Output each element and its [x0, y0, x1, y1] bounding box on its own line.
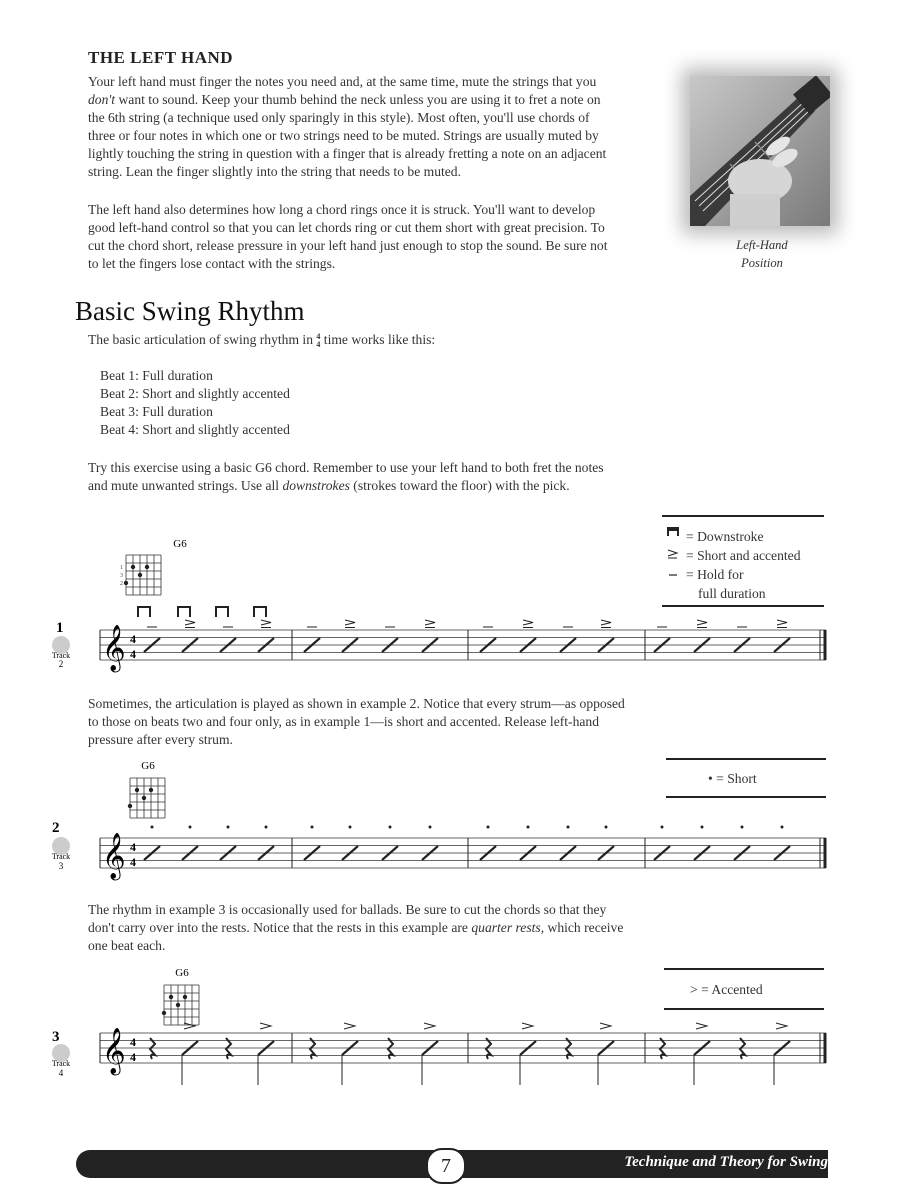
accent-mark — [185, 620, 195, 625]
page-number: 7 — [426, 1148, 466, 1184]
accent-mark — [345, 620, 355, 625]
treble-clef-icon: 𝄞 — [102, 833, 126, 878]
accent-mark — [776, 1023, 787, 1029]
svg-text:4: 4 — [130, 1035, 136, 1049]
example-number: 3 — [52, 1029, 60, 1045]
staccato-dot — [151, 826, 154, 829]
accent-mark — [523, 620, 533, 625]
beat-3: Beat 3: Full duration — [100, 404, 213, 419]
accent-mark — [425, 620, 435, 625]
example-2-notation — [40, 758, 840, 888]
chord-name: G6 — [141, 760, 155, 772]
legend-short-accented: = Short and accented — [686, 548, 801, 563]
rests-and-slashes — [150, 1038, 790, 1085]
articulation-marks — [147, 620, 787, 628]
accent-mark — [424, 1023, 435, 1029]
treble-clef-icon: 𝄞 — [102, 1028, 126, 1073]
legend-full-duration: full duration — [698, 586, 766, 601]
accent-mark — [777, 620, 787, 625]
example-number: 1 — [56, 620, 64, 636]
staccato-dot — [429, 826, 432, 829]
staccato-dot — [661, 826, 664, 829]
staccato-dot — [487, 826, 490, 829]
svg-text:4: 4 — [130, 1050, 136, 1064]
staccato-dot — [567, 826, 570, 829]
track-label: Track — [51, 852, 71, 861]
track-number: 4 — [58, 1068, 64, 1078]
time-signature — [130, 632, 136, 661]
accent-mark — [601, 620, 611, 625]
staccato-dot — [605, 826, 608, 829]
staccato-dot-icon: • — [708, 771, 717, 786]
staff-lines — [100, 630, 826, 660]
chord-diagram — [162, 985, 199, 1025]
svg-text:4: 4 — [130, 840, 136, 854]
beat-2: Beat 2: Short and slightly accented — [100, 386, 290, 401]
legend-downstroke: = Downstroke — [686, 529, 764, 544]
beat-list — [100, 367, 290, 439]
accent-mark — [600, 1023, 611, 1029]
section-heading-swing: Basic Swing Rhythm — [75, 296, 305, 326]
example-3-notation — [40, 965, 840, 1090]
time-signature — [130, 840, 136, 869]
svg-text:3: 3 — [120, 573, 123, 579]
time-signature — [130, 1035, 136, 1064]
accent-marks — [184, 1023, 787, 1029]
chord-name: G6 — [173, 538, 187, 550]
staccato-dot — [527, 826, 530, 829]
photo-caption: Left-Hand Position — [736, 238, 788, 270]
beat-1: Beat 1: Full duration — [100, 368, 213, 383]
time-signature-inline: 4 4 — [316, 331, 321, 349]
staccato-dot — [741, 826, 744, 829]
track-label: Track — [51, 651, 71, 660]
staff-lines — [100, 1033, 826, 1063]
svg-text:1: 1 — [120, 565, 123, 571]
staccato-marks — [151, 826, 784, 829]
legend-short: = Short — [716, 771, 757, 786]
accent-icon: > — [690, 982, 702, 997]
downstroke-marks — [138, 607, 266, 617]
chord-name: G6 — [175, 967, 189, 979]
treble-clef-icon: 𝄞 — [102, 625, 126, 670]
staccato-dot — [265, 826, 268, 829]
left-hand-paragraph-1: Your left hand must finger the notes you need and, at the same time, mute the strings that you don't want to sound. Keep your thumb behind the neck unless you are using it to fret a note on the 6th string (a technique used only sparingly in this style). Most often, you'll use chords of three or four notes in which one or two strings need to be muted. Strings are usually muted by lightly touching the string in question with a finger that is already fretting a note on an adjacent string. Lean the finger slightly into the string that needs to be muted. — [88, 74, 607, 179]
accent-mark — [260, 1023, 271, 1029]
staff-lines — [100, 838, 826, 868]
left-hand-photo — [690, 76, 830, 226]
accent-mark — [697, 620, 707, 625]
accent-mark — [522, 1023, 533, 1029]
section-heading-left-hand: THE LEFT HAND — [88, 48, 234, 67]
track-number: 3 — [58, 861, 64, 871]
staccato-dot — [349, 826, 352, 829]
svg-text:4: 4 — [130, 632, 136, 646]
book-title: Technique and Theory for Swing — [624, 1154, 828, 1170]
example-number: 2 — [52, 820, 60, 836]
svg-text:4: 4 — [130, 855, 136, 869]
example-3-text: The rhythm in example 3 is occasionally used for ballads. Be sure to cut the chords so that they don't carry over into the rests. Notice that the rests in this example are quarter rests, which receive one beat each. — [88, 902, 624, 953]
track-label: Track — [51, 1059, 71, 1068]
accent-mark — [696, 1023, 707, 1029]
svg-text:2: 2 — [120, 581, 123, 587]
accent-mark — [344, 1023, 355, 1029]
track-number: 2 — [58, 659, 64, 669]
staccato-dot — [189, 826, 192, 829]
left-hand-paragraph-2: The left hand also determines how long a chord rings once it is struck. You'll want to develop good left-hand control so that you can let chords ring or cut them short with great precision. To cut the chord short, release pressure in your left hand just enough to stop the sound. Be sure not to let the fingers lose contact with the strings. — [88, 202, 608, 271]
accent-mark — [184, 1023, 195, 1029]
staccato-dot — [311, 826, 314, 829]
staccato-dot — [781, 826, 784, 829]
exercise-instructions: Try this exercise using a basic G6 chord. Remember to use your left hand to both fret the notes and mute unwanted strings. Use all downstrokes (strokes toward the floor) with the pick. — [88, 460, 604, 493]
chord-diagram — [128, 778, 165, 818]
swing-intro: The basic articulation of swing rhythm in 4 4 time works like this: — [88, 331, 436, 349]
beat-4: Beat 4: Short and slightly accented — [100, 422, 290, 437]
example-1-notation — [40, 535, 840, 685]
staccato-dot — [389, 826, 392, 829]
legend-accented: = Accented — [701, 982, 763, 997]
staccato-dot — [227, 826, 230, 829]
example-2-text: Sometimes, the articulation is played as shown in example 2. Notice that every strum—as opposed to those on beats two and four only, as in example 1—is short and accented. Release left-hand pressure after every strum. — [88, 696, 625, 747]
legend-hold: = Hold for — [686, 567, 744, 582]
chord-diagram — [120, 555, 161, 595]
svg-text:4: 4 — [130, 647, 136, 661]
accent-mark — [261, 620, 271, 625]
staccato-dot — [701, 826, 704, 829]
